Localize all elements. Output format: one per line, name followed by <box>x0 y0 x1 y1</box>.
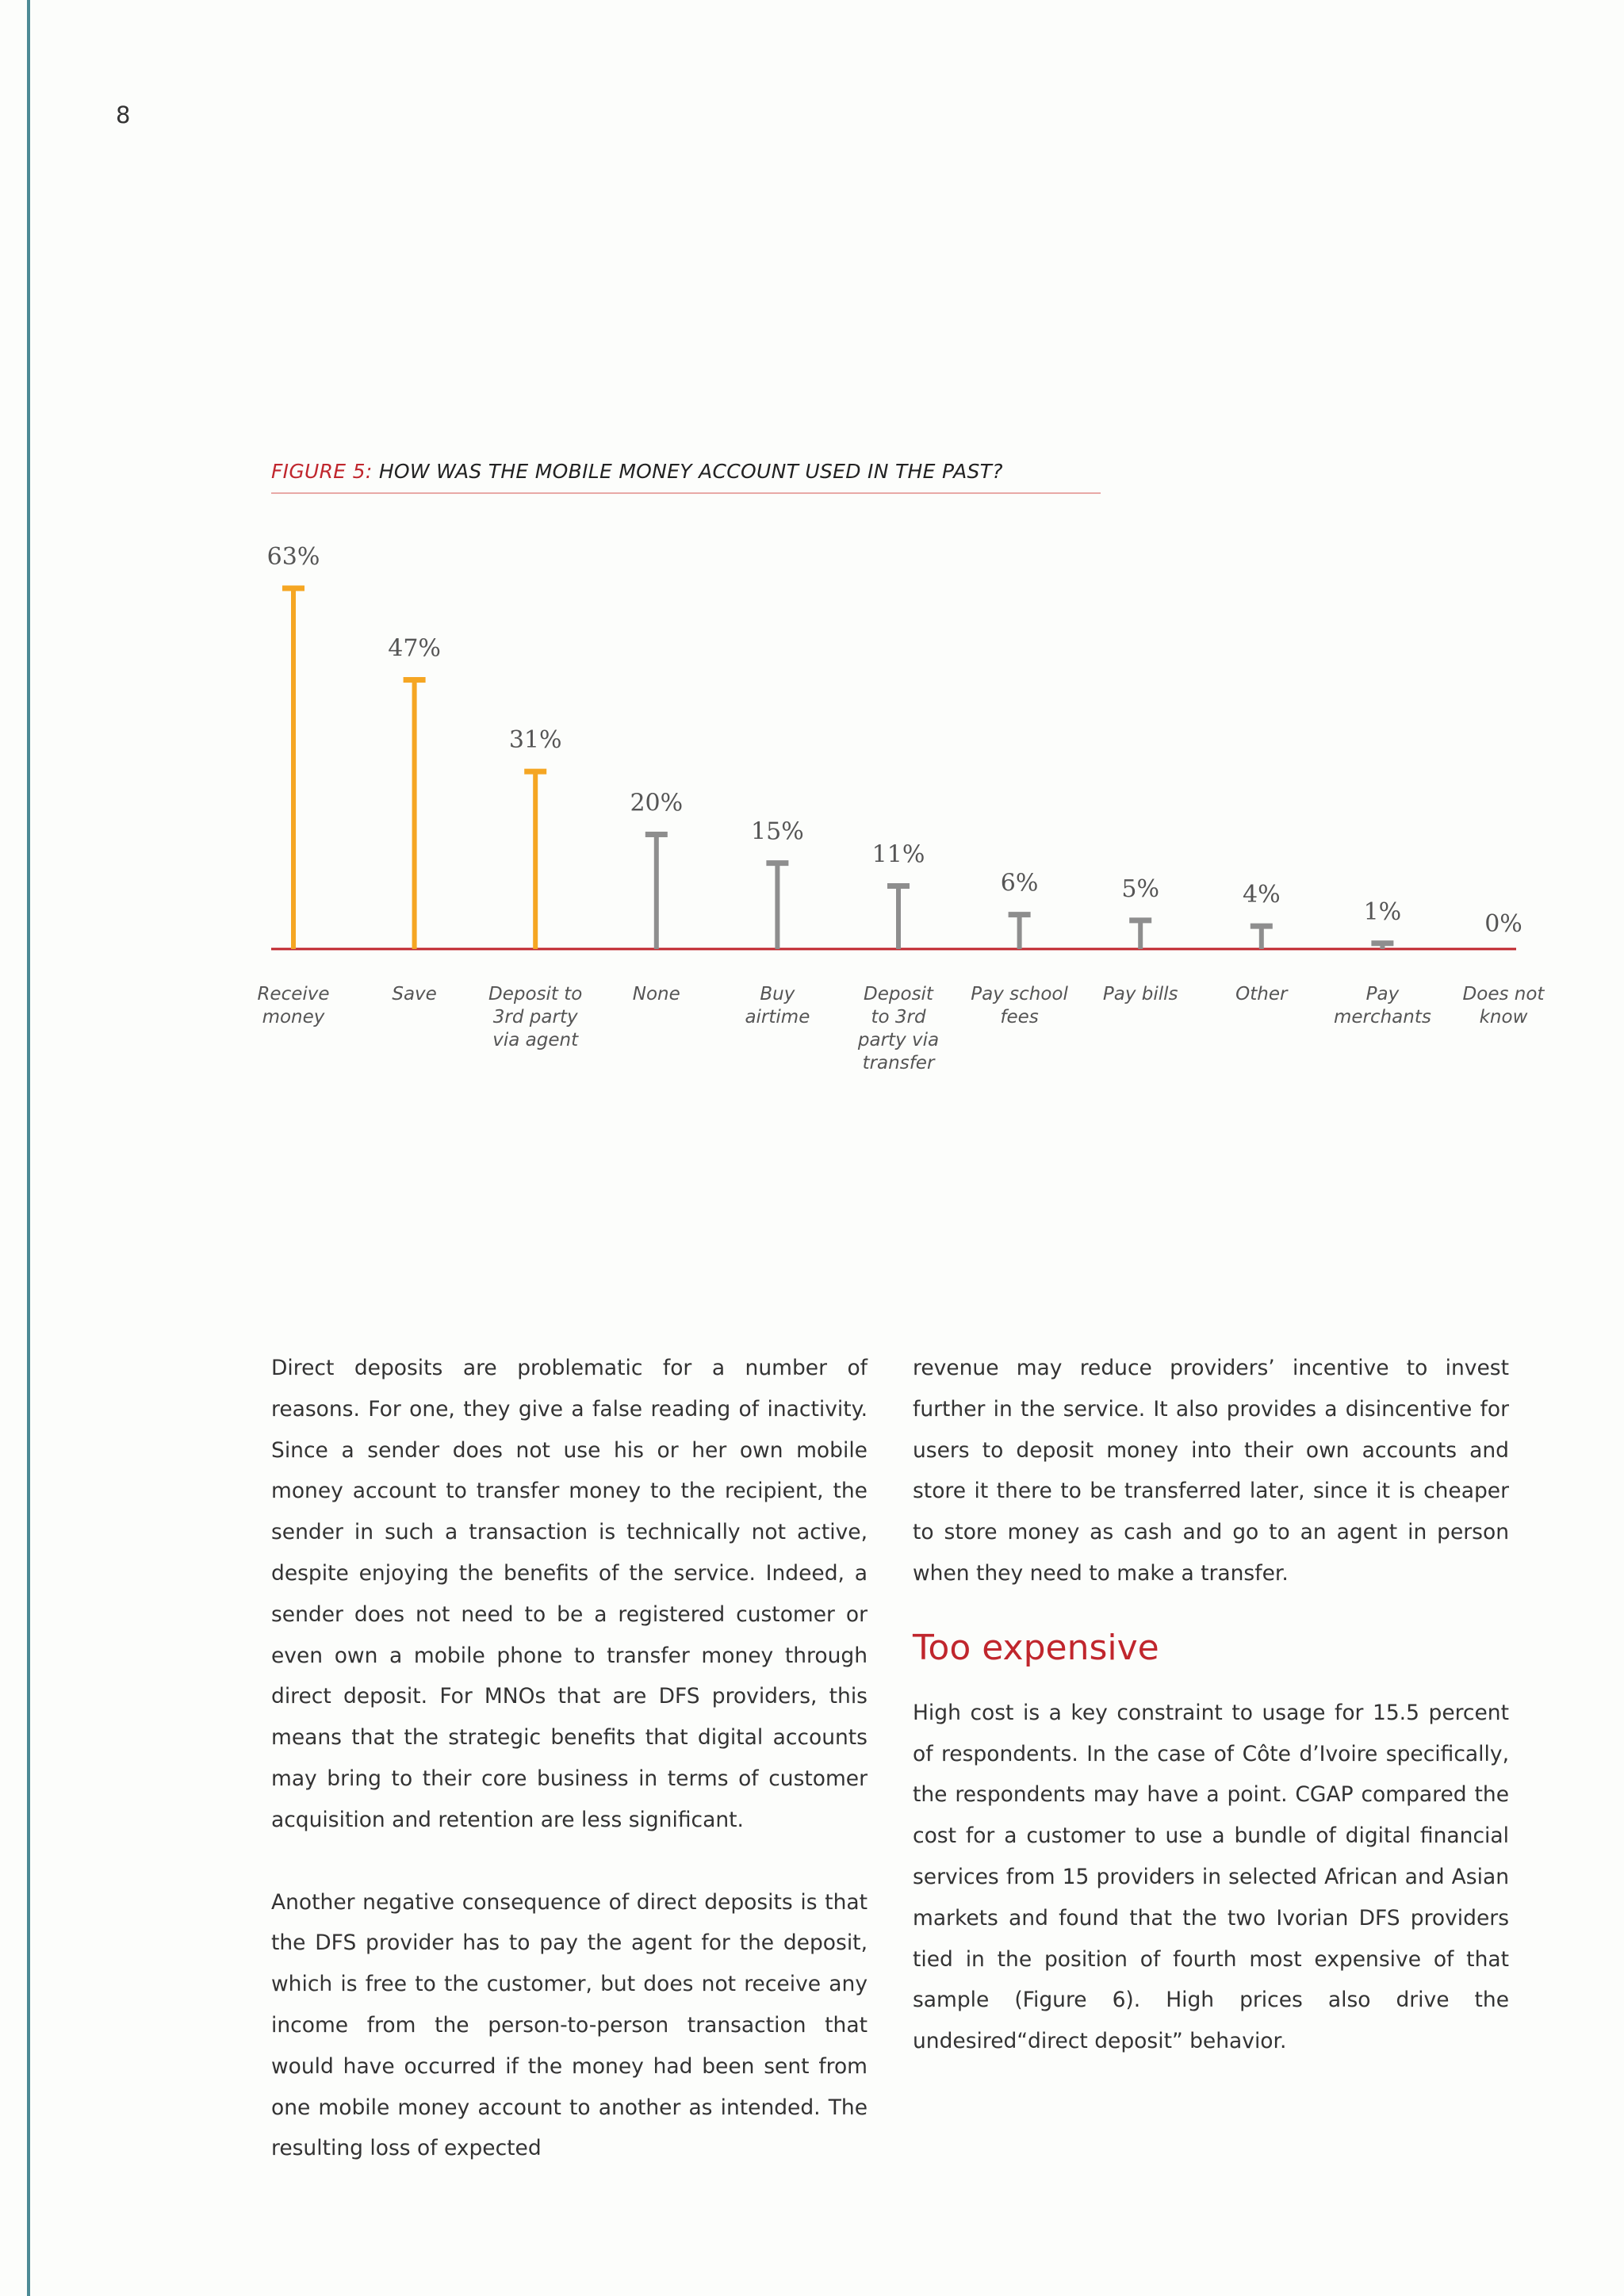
category-label <box>1334 984 1431 1027</box>
category-label-line: Receive <box>257 984 330 1004</box>
category-label-line: Does not <box>1462 984 1545 1004</box>
category-label-line: None <box>632 984 680 1004</box>
category-label <box>488 984 582 1050</box>
bar-value-label: 11% <box>871 840 925 869</box>
category-label-line: Deposit to <box>488 984 583 1004</box>
figure-label: FIGURE 5: <box>271 460 373 483</box>
category-label-line: transfer <box>862 1053 935 1073</box>
bar-value-label: 5% <box>1121 874 1159 903</box>
bar-value-label: 0% <box>1484 910 1522 938</box>
bar-value-label: 47% <box>388 634 441 663</box>
bar-value-label: 20% <box>630 789 684 817</box>
bar-value-label: 63% <box>266 543 320 571</box>
category-label-line: airtime <box>745 1007 810 1027</box>
category-label-line: money <box>262 1007 325 1027</box>
body-column-left <box>271 1348 868 2169</box>
paragraph-direct-deposits: Direct deposits are problematic for a number of reasons. For one, they give a false reading of inactivity. Since a sender does not use his or her own mobile money account to transfer money to the recipient, the sender in such a transaction is technically not active, despite enjoying the benefits of the service. Indeed, a sender does not need to be a registered customer or even own a mobile phone to transfer money through direct deposit. For MNOs that are DFS providers, this means that the strategic benefits that digital accounts may bring to their core business in terms of customer acquisition and retention are less significant. <box>271 1356 868 1832</box>
category-label-line: Other <box>1235 984 1288 1004</box>
category-label <box>1235 984 1289 1004</box>
category-label-line: know <box>1479 1007 1528 1027</box>
category-label-line: Pay bills <box>1102 984 1178 1004</box>
category-label-line: 3rd party <box>492 1007 578 1027</box>
category-label-line: Buy <box>760 984 795 1004</box>
bar-value-label: 4% <box>1243 881 1281 909</box>
category-label-line: via agent <box>492 1030 579 1050</box>
paragraph-revenue: revenue may reduce providers’ incentive to invest further in the service. It also provides a disincentive for users to deposit money into their own accounts and store it there to be transferred later, since it is cheaper to store money as cash and go to an agent in person when they need to make a transfer. <box>913 1356 1509 1586</box>
paragraph-high-cost: High cost is a key constraint to usage for 15.5 percent of respondents. In the case of Côte d’Ivoire specifically, the respondents may have a point. CGAP compared the cost for a customer to use a bundle of digital financial services from 15 providers in selected African and Asian markets and found that the two Ivorian DFS providers tied in the position of fourth most expensive of that sample (Figure 6). High prices also drive the undesired“direct deposit” behavior. <box>913 1700 1509 2054</box>
bar-value-label: 15% <box>751 817 804 846</box>
category-label-line: party via <box>857 1030 940 1050</box>
figure-title-text: HOW WAS THE MOBILE MONEY ACCOUNT USED IN THE PAST? <box>378 460 1003 483</box>
category-label <box>745 984 810 1027</box>
category-label <box>257 984 329 1027</box>
bar-chart <box>0 0 1624 1110</box>
category-label <box>633 984 680 1004</box>
category-label-line: Pay <box>1365 984 1400 1004</box>
category-label-line: Pay school <box>971 984 1068 1004</box>
category-label <box>1463 984 1545 1027</box>
category-label <box>857 984 939 1073</box>
body-column-right <box>913 1348 1509 2062</box>
bar-value-label: 1% <box>1363 897 1402 926</box>
section-heading-too-expensive: Too expensive <box>913 1627 1159 1668</box>
category-label-line: fees <box>1000 1007 1039 1027</box>
bar-value-label: 6% <box>1000 869 1039 897</box>
category-label-line: Deposit <box>864 984 933 1004</box>
category-label <box>392 984 436 1004</box>
category-label-line: to 3rd <box>871 1007 926 1027</box>
page-number: 8 <box>116 101 131 128</box>
category-label <box>1103 984 1178 1004</box>
category-label-line: merchants <box>1333 1007 1431 1027</box>
bar-value-label: 31% <box>508 726 562 755</box>
category-label <box>971 984 1068 1027</box>
category-label-line: Save <box>392 984 437 1004</box>
paragraph-negative-consequence: Another negative consequence of direct deposits is that the DFS provider has to pay the agent for the deposit, which is free to the customer, but does not receive any income from the person-to-person transaction that would have occurred if the money had been sent from one mobile money account to another as intended. The resulting loss of expected <box>271 1889 868 2161</box>
